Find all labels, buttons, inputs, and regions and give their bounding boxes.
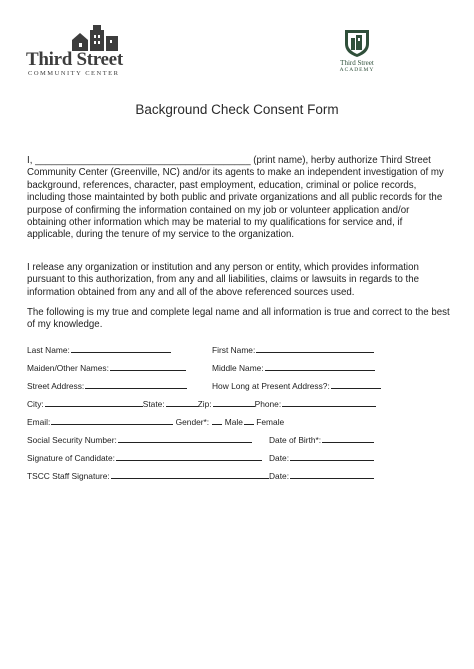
third-street-academy-logo bbox=[330, 28, 384, 80]
how-long-label: How Long at Present Address?: bbox=[212, 381, 330, 391]
last-name-label: Last Name: bbox=[27, 345, 70, 355]
maiden-names-label: Maiden/Other Names: bbox=[27, 363, 109, 373]
dob-blank[interactable] bbox=[322, 434, 374, 443]
how-long-blank[interactable] bbox=[331, 380, 381, 389]
first-name-field[interactable] bbox=[212, 344, 374, 356]
maiden-names-field[interactable] bbox=[27, 362, 186, 374]
logo-right-subtitle: ACADEMY bbox=[339, 67, 375, 73]
male-blank[interactable] bbox=[212, 416, 222, 425]
tscc-signature-field[interactable] bbox=[27, 470, 269, 482]
state-blank[interactable] bbox=[166, 398, 198, 407]
candidate-signature-blank[interactable] bbox=[116, 452, 262, 461]
ssn-field[interactable] bbox=[27, 434, 252, 446]
candidate-signature-field[interactable] bbox=[27, 452, 262, 464]
dob-label: Date of Birth*: bbox=[269, 435, 322, 445]
tscc-signature-blank[interactable] bbox=[111, 470, 269, 479]
middle-name-field[interactable] bbox=[212, 362, 375, 374]
maiden-names-blank[interactable] bbox=[110, 362, 186, 371]
date-blank-1[interactable] bbox=[290, 452, 374, 461]
city-label: City: bbox=[27, 399, 44, 409]
male-label: Male bbox=[224, 417, 243, 427]
third-street-community-center-logo bbox=[26, 24, 138, 80]
ssn-label: Social Security Number: bbox=[27, 435, 117, 445]
candidate-signature-label: Signature of Candidate: bbox=[27, 453, 115, 463]
shield-icon bbox=[343, 28, 371, 58]
middle-name-label: Middle Name: bbox=[212, 363, 264, 373]
state-label: State: bbox=[142, 399, 165, 409]
city-blank[interactable] bbox=[45, 398, 143, 407]
tscc-signature-label: TSCC Staff Signature: bbox=[27, 471, 110, 481]
date-field-1[interactable] bbox=[269, 452, 374, 464]
email-label: Email: bbox=[27, 417, 51, 427]
how-long-field[interactable] bbox=[212, 380, 381, 392]
date-blank-2[interactable] bbox=[290, 470, 374, 479]
date-field-2[interactable] bbox=[269, 470, 374, 482]
street-address-label: Street Address: bbox=[27, 381, 85, 391]
logo-left-title: Third Street bbox=[26, 49, 123, 70]
first-name-blank[interactable] bbox=[256, 344, 374, 353]
date-label-1: Date: bbox=[269, 453, 290, 463]
first-name-label: First Name: bbox=[212, 345, 256, 355]
last-name-blank[interactable] bbox=[71, 344, 171, 353]
street-address-blank[interactable] bbox=[85, 380, 187, 389]
release-paragraph: I release any organization or institution and any person or entity, which provides information pursuant to this authorization, from any and all liabilities, claims or lawsuits in regards to the information obtained from any and all of the above referenced sources used. bbox=[27, 262, 419, 298]
truth-statement-paragraph: The following is my true and complete legal name and all information is true and correct to the best of my knowledge. bbox=[27, 307, 450, 331]
middle-name-blank[interactable] bbox=[265, 362, 375, 371]
city-state-zip-phone-row bbox=[27, 398, 376, 410]
last-name-field[interactable] bbox=[27, 344, 171, 356]
zip-label: Zip: bbox=[197, 399, 212, 409]
phone-label: Phone: bbox=[254, 399, 282, 409]
zip-blank[interactable] bbox=[213, 398, 255, 407]
email-gender-row bbox=[27, 416, 284, 428]
female-label: Female bbox=[256, 417, 285, 427]
phone-blank[interactable] bbox=[282, 398, 376, 407]
date-label-2: Date: bbox=[269, 471, 290, 481]
dob-field[interactable] bbox=[269, 434, 374, 446]
gender-label: Gender*: bbox=[175, 417, 210, 427]
female-blank[interactable] bbox=[244, 416, 254, 425]
logo-left-subtitle: COMMUNITY CENTER bbox=[28, 70, 120, 77]
authorization-paragraph: I, ________________________________________ (print name), herby authorize Third Street Community Center (Greenville, NC) and/or its agents to make an independent investigation of my background, references, character, past employment, education, criminal or police records, including those maintainted by both public and private organizations and all public records for the purpose of confirming the information contained on my job or volunteer application and/or obtaining other information which may be material to my qualifications for service and, if applicable, during the tenure of my service to the organization. bbox=[27, 155, 444, 241]
page-title: Background Check Consent Form bbox=[135, 102, 339, 117]
ssn-blank[interactable] bbox=[118, 434, 252, 443]
street-address-field[interactable] bbox=[27, 380, 187, 392]
email-blank[interactable] bbox=[51, 416, 173, 425]
building-icon bbox=[70, 24, 122, 52]
logo-right-title: Third Street bbox=[340, 59, 374, 67]
